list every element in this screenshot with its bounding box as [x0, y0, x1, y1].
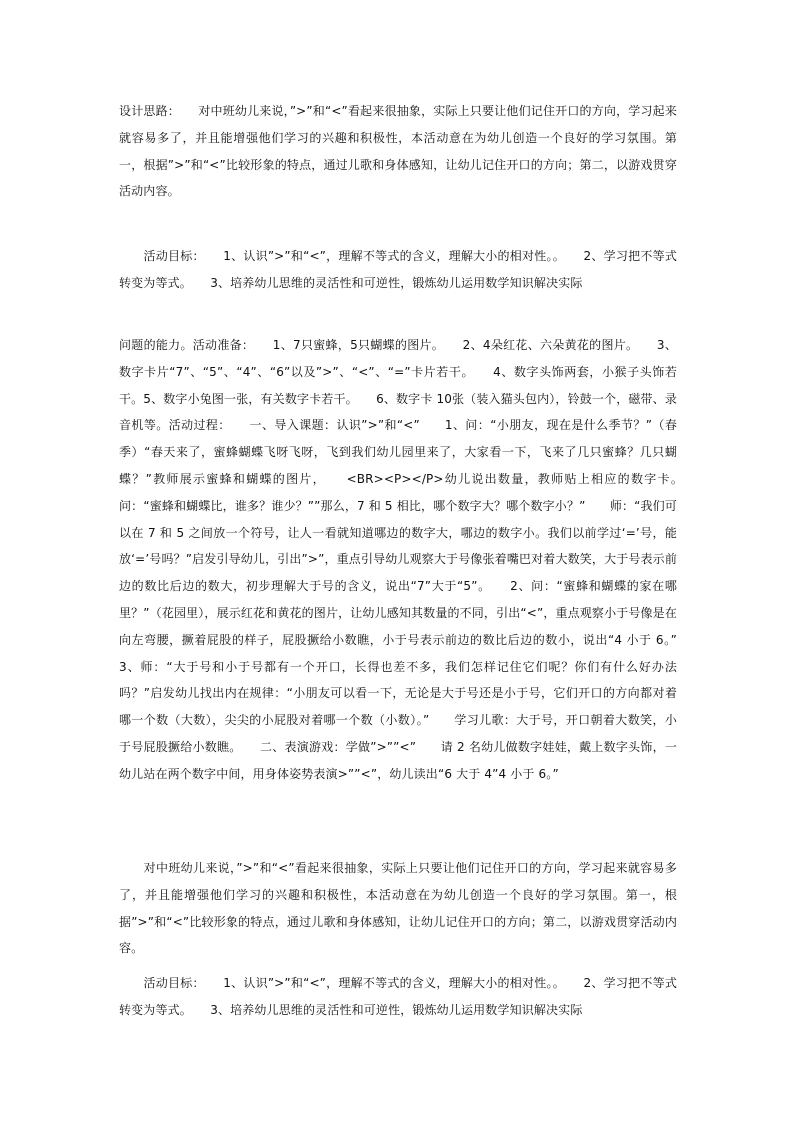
- paragraph-activity-goals-repeat: 活动目标： 1、认识”>”和“<”，理解不等式的含义，理解大小的相对性。。 2、学习把不等式转变为等式。 3、培养幼儿思维的灵活性和可逆性，锻炼幼儿运用数学知识解决实际: [119, 976, 677, 1017]
- paragraph-preparation-and-process: 问题的能力。活动准备： 1、7只蜜蜂，5只蝴蝶的图片。 2、4朵红花、六朵黄花的图片。 3、数字卡片“7”、“5”、“4”、“6”以及”>”、“<”、“=”卡片若干。 4、数字头饰两套，小猴子头饰若干。5、数字小兔图一张，有关数字卡若干。 6、数字卡 10张（装入猫头包内），铃鼓一个，磁带、录音机等。活动过程： 一、导入课题：认识”>”和“<” 1、问：“小朋友，现在是什么季节？”（春季）“春天来了，蜜蜂蝴蝶飞呀飞呀，飞到我们幼儿园里来了，大家看一下，飞来了几只蜜蜂？几只蝴蝶？”教师展示蜜蜂和蝴蝶的图片， <BR><P></P>幼儿说出数量，教师贴上相应的数字卡。 问：“蜜蜂和蝴蝶比，谁多？谁少？””那么，7 和 5 相比，哪个数字大？哪个数字小？” 师：“我们可以在 7 和 5 之间放一个符号，让人一看就知道哪边的数字大，哪边的数字小。我们以前学过‘=’号，能放‘=’号吗？”启发引导幼儿，引出”>”，重点引导幼儿观察大于号像张着嘴巴对着大数笑，大于号表示前边的数比后边的数大，初步理解大于号的含义，说出“7”大于“5”。 2、问：“蜜蜂和蝴蝶的家在哪里？”（花园里），展示红花和黄花的图片，让幼儿感知其数量的不同，引出“<”，重点观察小于号像是在向左弯腰，撅着屁股的样子，屁股撅给小数瞧，小于号表示前边的数比后边的数小，说出“4 小于 6。” 3、师：“大于号和小于号都有一个开口，长得也差不多，我们怎样记住它们呢？你们有什么好办法吗？”启发幼儿找出内在规律：“小朋友可以看一下，无论是大于号还是小于号，它们开口的方向都对着哪一个数（大数），尖尖的小屁股对着哪一个数（小数）。” 学习儿歌：大于号，开口朝着大数笑，小于号屁股撅给小数瞧。 二、表演游戏：学做”>””<” 请 2 名幼儿做数字娃娃，戴上数字头饰，一幼儿站在两个数字中间，用身体姿势表演>””<”，幼儿读出“6 大于 4”4 小于 6。”: [119, 338, 702, 781]
- paragraph-design-idea-repeat: 对中班幼儿来说，”>”和“<”看起来很抽象，实际上只要让他们记住开口的方向，学习起来就容易多了，并且能增强他们学习的兴趣和积极性，本活动意在为幼儿创造一个良好的学习氛围。第一，根据”>”和“<”比较形象的特点，通过儿歌和身体感知，让幼儿记住开口的方向；第二，以游戏贯穿活动内容。: [119, 861, 677, 956]
- paragraph-design-idea: 设计思路： 对中班幼儿来说，”>”和“<”看起来很抽象，实际上只要让他们记住开口的方向，学习起来就容易多了，并且能增强他们学习的兴趣和积极性，本活动意在为幼儿创造一个良好的学习氛围。第一，根据”>”和“<”比较形象的特点，通过儿歌和身体感知，让幼儿记住开口的方向；第二，以游戏贯穿活动内容。: [119, 104, 677, 199]
- paragraph-activity-goals: 活动目标： 1、认识”>”和“<”，理解不等式的含义，理解大小的相对性。。 2、学习把不等式转变为等式。 3、培养幼儿思维的灵活性和可逆性，锻炼幼儿运用数学知识解决实际: [119, 249, 677, 290]
